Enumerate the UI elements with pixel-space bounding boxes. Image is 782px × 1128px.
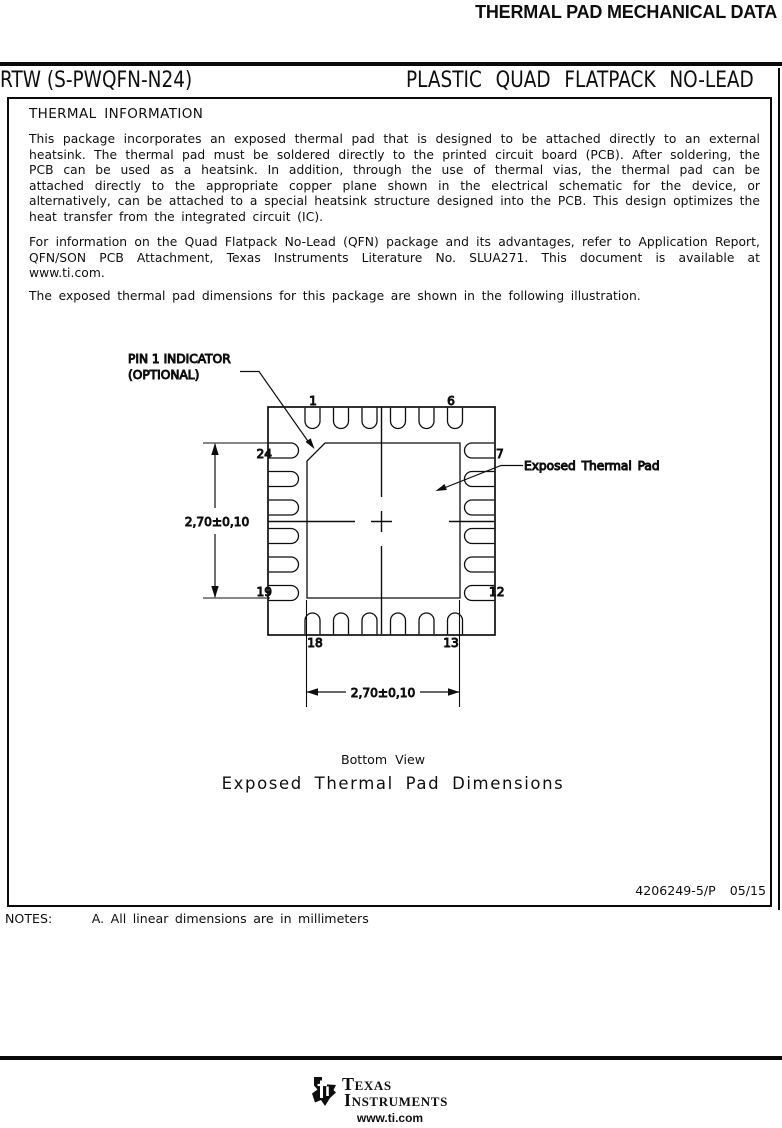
drawing-date: 05/15 [729, 883, 766, 898]
package-type: PLASTIC QUAD FLATPACK NO-LEAD [406, 67, 754, 93]
package-code: RTW (S-PWQFN-N24) [0, 67, 193, 93]
vertical-dimension [185, 443, 270, 598]
thermal-pad-outline [307, 443, 460, 598]
notes-row [5, 911, 369, 926]
ti-wordmark [342, 1074, 448, 1110]
header-rule [0, 62, 782, 66]
thermal-paragraph-1: This package incorporates an exposed thermal pad that is designed to be attached directly to an external heatsink. The thermal pad must be soldered directly to the printed circuit board (PCB). After soldering, the PCB can be used as a heatsink. In addition, through the use of thermal vias, the thermal pad can be attached directly to the appropriate copper plane shown in the electrical schematic for the device, or alternatively, can be attached to a special heatsink structure designed into the PCB. This design optimizes the heat transfer from the integrated circuit (IC). [29, 132, 760, 224]
pin1-leader-line [240, 372, 311, 446]
drawing-title: Exposed Thermal Pad Dimensions [221, 774, 565, 793]
dim-arrow-right-icon [448, 688, 460, 695]
thermal-paragraph-3: The exposed thermal pad dimensions for this package are shown in the following illustration. [29, 289, 641, 303]
pin-label-7: 7 [496, 447, 504, 461]
dim-arrow-down-icon [211, 586, 218, 598]
footer-rule [0, 1056, 782, 1060]
drawing-number-row [635, 883, 766, 898]
top-pins [305, 408, 463, 429]
section-title: THERMAL INFORMATION [29, 106, 204, 122]
dim-arrow-left-icon [307, 688, 319, 695]
ti-logo-icon [310, 1076, 337, 1107]
exposed-pad-label: Exposed Thermal Pad [524, 459, 660, 473]
bottom-pins [305, 613, 463, 634]
pin-label-18: 18 [307, 636, 323, 650]
thermal-paragraph-2: For information on the Quad Flatpack No-Lead (QFN) package and its advantages, refer to Application Report, QFN/SON PCB Attachment, Texas Instruments Literature No. SLUA271. This document is available at www.ti.com. [29, 235, 760, 281]
pin-label-19: 19 [256, 585, 272, 599]
pin-label-1: 1 [309, 394, 317, 408]
horizontal-dimension [307, 600, 460, 707]
vertical-dim-value: 2,70±0,10 [184, 515, 250, 529]
page-title: THERMAL PAD MECHANICAL DATA [475, 2, 777, 22]
pin-label-13: 13 [443, 636, 459, 650]
ti-url: www.ti.com [356, 1111, 424, 1125]
pin-label-6: 6 [447, 394, 455, 408]
pin1-indicator-label-line2: (OPTIONAL) [128, 368, 200, 382]
pin1-indicator-callout [128, 352, 315, 449]
drawing-number: 4206249-5/P [635, 883, 716, 898]
package-drawing [0, 335, 782, 720]
view-caption: Bottom View [340, 752, 426, 767]
horizontal-dim-value: 2,70±0,10 [350, 686, 416, 700]
pin-label-24: 24 [256, 447, 272, 461]
notes-label: NOTES: [5, 911, 53, 926]
exposed-pad-leader-arrow-icon [436, 484, 447, 491]
pin-label-12: 12 [489, 585, 505, 599]
ti-wordmark-line2: Instruments [344, 1089, 448, 1110]
note-a: A. All linear dimensions are in millimeters [91, 911, 369, 926]
pin1-indicator-label-line1: PIN 1 INDICATOR [128, 352, 231, 366]
dim-arrow-up-icon [211, 443, 218, 455]
ti-wordmark-line1: Texas [342, 1074, 392, 1094]
